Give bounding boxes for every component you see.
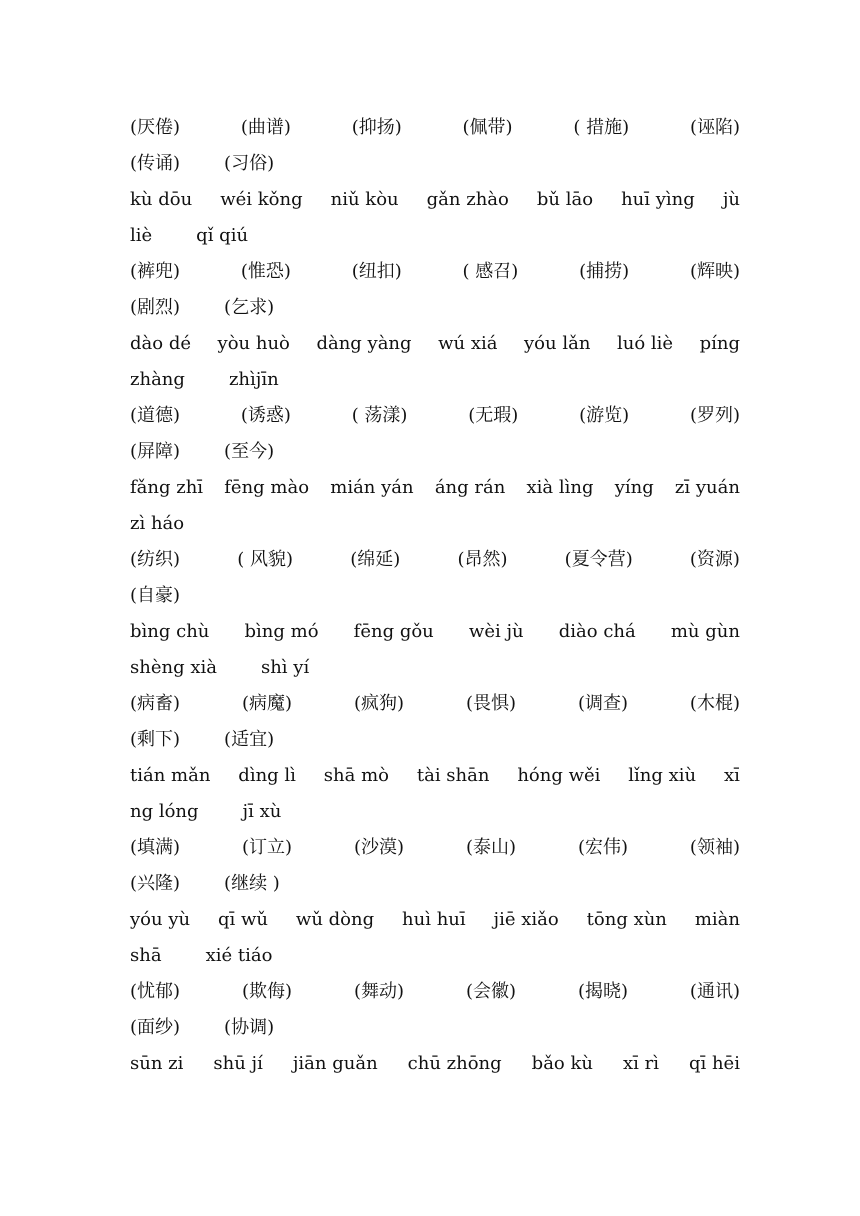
word-entry: zhìjīn [228,369,279,390]
text-line [130,434,740,470]
word-entry: (疯狗) [353,693,405,714]
word-entry: zhàng [130,369,185,390]
word-entry: (昂然) [457,549,508,570]
word-entry: (泰山) [465,837,516,858]
word-entry: áng rán [434,477,506,498]
word-entry: lǐng xiù [628,765,697,786]
word-entry: xī [724,765,740,786]
word-entry: shì yí [260,657,310,678]
word-entry: jī xù [242,801,282,822]
word-entry: kù dōu [130,189,193,210]
word-entry: (欺侮) [241,981,293,1002]
word-entry: yíng [614,477,654,498]
word-entry: qī hēi [688,1053,740,1074]
word-entry: (面纱) [130,1017,181,1038]
word-entry: (乞求) [224,297,275,318]
word-entry: (绵延) [350,549,401,570]
word-entry: (罗列) [689,405,740,426]
text-line [130,290,740,326]
word-entry: zī yuán [674,477,740,498]
word-entry: dào dé [130,333,191,354]
word-entry: xià lìng [526,477,594,498]
text-line [130,794,740,830]
word-entry: bìng chù [130,621,210,642]
word-entry: ( 措施) [573,117,630,138]
word-entry: fēng gǒu [353,621,434,642]
text-line [130,866,740,902]
text-line [130,722,740,758]
word-entry: wǔ dòng [295,909,375,930]
word-entry: wéi kǒng [220,189,303,210]
word-entry: yóu lǎn [524,333,591,354]
word-entry: (诱惑) [240,405,291,426]
word-entry: (宏伟) [577,837,628,858]
word-entry: (纺织) [130,549,181,570]
word-entry: píng [699,333,740,354]
word-entry: (调查) [577,693,628,714]
word-entry: (曲谱) [240,117,291,138]
text-line [130,506,740,542]
word-entry: (剧烈) [130,297,181,318]
text-line [130,542,740,578]
word-entry: (会徽) [465,981,516,1002]
word-entry: tài shān [416,765,490,786]
text-line [130,326,740,362]
word-entry: (畏惧) [465,693,516,714]
word-entry: fēng mào [224,477,310,498]
word-entry: (木棍) [689,693,740,714]
word-entry: huī yìng [621,189,695,210]
word-entry: (捕捞) [579,261,630,282]
word-entry: xī rì [622,1053,659,1074]
word-entry: bìng mó [244,621,319,642]
word-entry: ng lóng [130,801,199,822]
word-entry: (至今) [224,441,275,462]
word-entry: luó liè [616,333,674,354]
word-entry: jù [722,189,740,210]
word-entry: (继续 ) [224,873,280,894]
word-entry: jiē xiǎo [493,909,559,930]
word-entry: (传诵) [130,153,181,174]
word-entry: (忧郁) [130,981,181,1002]
word-entry: yóu yù [130,909,191,930]
text-line [130,254,740,290]
word-entry: (佩带) [462,117,513,138]
text-line [130,758,740,794]
text-line [130,182,740,218]
word-entry: sūn zi [130,1053,184,1074]
word-entry: ( 风貌) [237,549,294,570]
text-line [130,830,740,866]
word-entry: diào chá [558,621,636,642]
word-entry: (剩下) [130,729,181,750]
word-entry: bǔ lāo [536,189,594,210]
word-entry: shā [130,945,162,966]
word-entry: (病畜) [130,693,181,714]
word-entry: mù gùn [670,621,740,642]
word-entry: qǐ qiú [196,225,249,246]
word-entry: ( 荡漾) [351,405,408,426]
word-entry: qī wǔ [218,909,269,930]
word-entry: (道德) [130,405,181,426]
word-entry: niǔ kòu [330,189,399,210]
word-entry: (资源) [689,549,740,570]
word-entry: yòu huò [217,333,290,354]
word-entry: (诬陷) [689,117,740,138]
text-line [130,974,740,1010]
word-entry: (订立) [241,837,293,858]
word-entry: (抑扬) [351,117,402,138]
word-entry: (夏令营) [564,549,633,570]
word-entry: xié tiáo [205,945,273,966]
text-line [130,650,740,686]
word-entry: mián yán [330,477,414,498]
word-entry: ( 感召) [462,261,519,282]
text-line [130,110,740,146]
text-line [130,578,740,614]
word-entry: (填满) [130,837,181,858]
word-entry: bǎo kù [531,1053,593,1074]
word-entry: shèng xià [130,657,217,678]
word-entry: (自豪) [130,585,181,606]
text-line [130,398,740,434]
word-entry: (惟恐) [240,261,291,282]
text-line [130,470,740,506]
word-entry: (屏障) [130,441,181,462]
word-entry: (协调) [224,1017,275,1038]
word-entry: (游览) [579,405,630,426]
word-entry: liè [130,225,153,246]
word-entry: (通讯) [689,981,740,1002]
word-entry: wú xiá [438,333,498,354]
word-entry: (裤兜) [130,261,181,282]
word-entry: (兴隆) [130,873,181,894]
word-entry: (纽扣) [351,261,402,282]
document-page [130,110,740,1082]
text-line [130,902,740,938]
word-entry: jiān guǎn [292,1053,378,1074]
word-entry: tián mǎn [130,765,211,786]
word-entry: wèi jù [468,621,524,642]
text-line [130,614,740,650]
word-entry: (领袖) [689,837,740,858]
word-entry: (辉映) [689,261,740,282]
word-entry: gǎn zhào [426,189,509,210]
text-line [130,1010,740,1046]
word-entry: miàn [694,909,740,930]
text-line [130,1046,740,1082]
word-entry: (厌倦) [130,117,181,138]
word-entry: tōng xùn [586,909,667,930]
word-entry: (习俗) [224,153,275,174]
word-entry: fǎng zhī [130,477,204,498]
text-line [130,218,740,254]
word-entry: (适宜) [224,729,275,750]
text-line [130,938,740,974]
text-line [130,362,740,398]
text-line [130,686,740,722]
word-entry: chū zhōng [407,1053,502,1074]
word-entry: hóng wěi [517,765,601,786]
text-line [130,146,740,182]
word-entry: (无瑕) [468,405,519,426]
word-entry: dàng yàng [316,333,412,354]
word-entry: (舞动) [353,981,405,1002]
word-entry: shū jí [213,1053,263,1074]
word-entry: huì huī [402,909,466,930]
word-entry: shā mò [323,765,389,786]
word-entry: dìng lì [238,765,296,786]
word-entry: (病魔) [241,693,293,714]
word-entry: (沙漠) [353,837,405,858]
word-entry: (揭晓) [577,981,628,1002]
word-entry: zì háo [130,513,185,534]
